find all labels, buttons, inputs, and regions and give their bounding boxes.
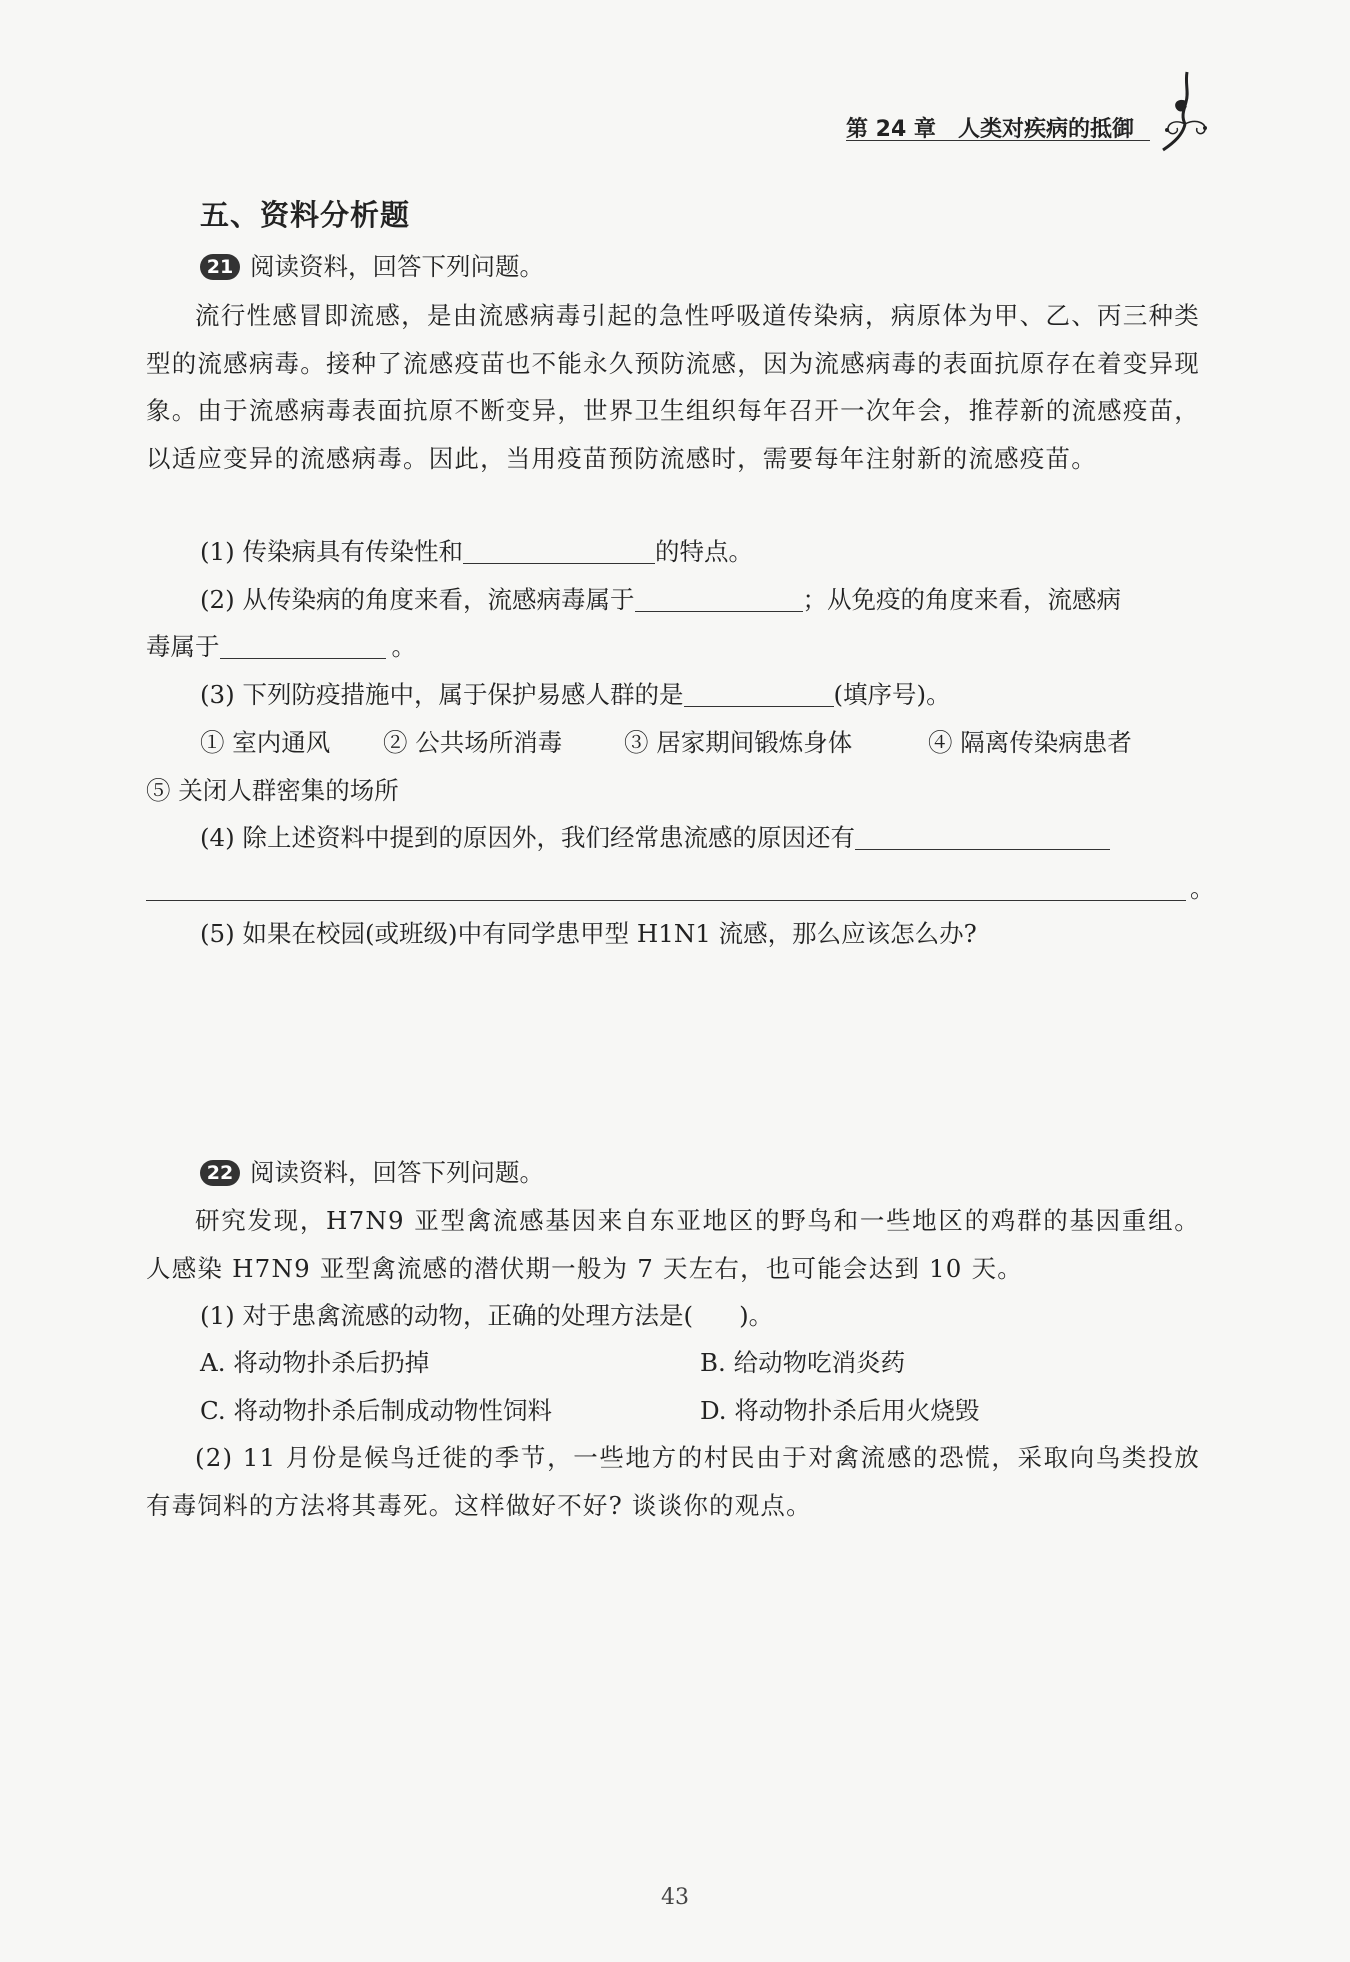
question-21-sub-4-cont: 。 [146,874,1215,904]
answer-blank[interactable] [146,874,1186,901]
question-21-sub-3: (3) 下列防疫措施中，属于保护易感人群的是 (填序号)。 [200,680,951,709]
question-21-sub-2: (2) 从传染病的角度来看，流感病毒属于 ；从免疫的角度来看，流感病 [200,585,1121,614]
option-2: ② 公共场所消毒 [383,728,563,757]
option-3: ③ 居家期间锻炼身体 [624,728,853,757]
chapter-header [846,112,1134,143]
section-title: 五、资料分析题 [200,198,411,232]
question-21-passage: 流行性感冒即流感，是由流感病毒引起的急性呼吸道传染病，病原体为甲、乙、丙三种类型的流感病毒。接种了流感疫苗也不能永久预防流感，因为流感病毒的表面抗原存在着变异现象。由于流感病毒表面抗原不断变异，世界卫生组织每年召开一次年会，推荐新的流感疫苗，以适应变异的流感病毒。因此，当用疫苗预防流感时，需要每年注射新的流感疫苗。 [146,301,1200,473]
answer-blank[interactable] [855,823,1110,850]
question-22-passage: 研究发现，H7N9 亚型禽流感基因来自东亚地区的野鸟和一些地区的鸡群的基因重组。人感染 H7N9 亚型禽流感的潜伏期一般为 7 天左右，也可能会达到 10 天。 [146,1206,1200,1283]
question-number-badge: 21 [200,254,240,280]
option-1: ① 室内通风 [200,728,331,757]
chapter-number: 第 24 章 [846,117,936,142]
choice-d[interactable]: D. 将动物扑杀后用火烧毁 [700,1396,980,1425]
question-21-prompt: 21 阅读资料，回答下列问题。 [200,252,544,282]
option-5: ⑤ 关闭人群密集的场所 [146,776,399,805]
option-4: ④ 隔离传染病患者 [928,728,1132,757]
floral-ornament-icon [1155,68,1215,154]
question-21-sub-2-cont: 毒属于 。 [146,632,416,661]
question-22-sub-1: (1) 对于患禽流感的动物，正确的处理方法是( )。 [200,1301,774,1330]
question-21-sub-1: (1) 传染病具有传染性和 的特点。 [200,537,753,566]
answer-blank[interactable] [684,680,834,707]
chapter-title: 人类对疾病的抵御 [957,117,1134,142]
page-number: 43 [661,1885,689,1910]
question-21-sub-5: (5) 如果在校园(或班级)中有同学患甲型 H1N1 流感，那么应该怎么办? [200,919,977,948]
choice-a[interactable]: A. 将动物扑杀后扔掉 [200,1348,430,1377]
answer-blank[interactable] [463,537,655,564]
question-22-prompt: 22 阅读资料，回答下列问题。 [200,1158,544,1188]
answer-blank[interactable] [220,632,386,659]
choice-c[interactable]: C. 将动物扑杀后制成动物性饲料 [200,1396,552,1425]
question-number-badge: 22 [200,1160,240,1186]
answer-blank[interactable] [635,585,803,612]
question-22-sub-2: (2) 11 月份是候鸟迁徙的季节，一些地方的村民由于对禽流感的恐慌，采取向鸟类投放有毒饲料的方法将其毒死。这样做好不好? 谈谈你的观点。 [146,1443,1200,1520]
choice-b[interactable]: B. 给动物吃消炎药 [700,1348,906,1377]
question-21-sub-4: (4) 除上述资料中提到的原因外，我们经常患流感的原因还有 [200,823,1110,853]
header-rule [846,140,1150,141]
